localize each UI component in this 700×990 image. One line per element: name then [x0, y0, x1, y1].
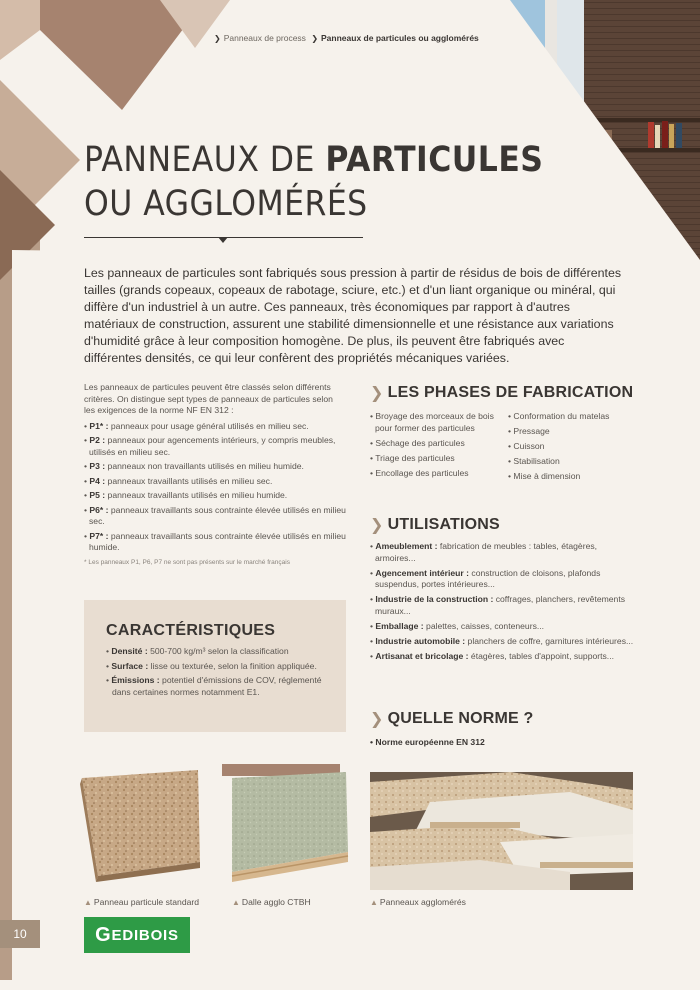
norme-text: Norme européenne EN 312 — [375, 737, 485, 747]
phase-item: • Conformation du matelas — [508, 411, 610, 421]
triangle-icon: ▲ — [232, 898, 240, 907]
breadcrumb-parent[interactable]: Panneaux de process — [223, 33, 306, 43]
utilisation-item-text: construction de cloisons, plafonds suspendus, portes intérieures... — [375, 567, 601, 589]
utilisation-item-label: Industrie de la construction : — [375, 594, 494, 604]
photo-panneaux-agglomeres — [370, 772, 633, 890]
class-item-label: P6* : — [89, 504, 109, 515]
phase-item-text: Cuisson — [513, 441, 545, 451]
class-item-text: panneaux travaillants sous contrainte élevée utilisés en milieu sec. — [89, 504, 346, 526]
phase-item: • Encollage des particules — [370, 467, 469, 478]
phase-item: • Pressage — [508, 426, 550, 436]
phase-item-text: Broyage des morceaux de bois pour former des particules — [375, 411, 494, 433]
breadcrumb-current: Panneaux de particules ou agglomérés — [321, 33, 479, 43]
utilisations-list — [370, 541, 635, 666]
norme-value: • Norme européenne EN 312 — [370, 737, 485, 747]
utilisation-item: • Industrie de la construction : coffrages, planchers, revêtements muraux... — [370, 594, 626, 616]
class-item-label: P3 : — [89, 461, 106, 471]
classification-lead: Les panneaux de particules peuvent être classés selon différents critères. On distingue sept types de panneaux de particules selon les exigences de la norme NF EN 312 : — [84, 382, 333, 415]
chevron-right-icon: ❯ — [311, 34, 319, 43]
class-item-text: panneaux travaillants utilisés en milieu sec. — [105, 475, 273, 486]
class-item-label: P1* : — [89, 420, 109, 431]
utilisation-item: • Agencement intérieur : construction de cloisons, plafonds suspendus, portes intérieures... — [370, 567, 601, 589]
characteristic-item-label: Surface : — [111, 660, 149, 671]
utilisations-heading — [370, 515, 500, 535]
phase-item: • Mise à dimension — [508, 471, 581, 481]
class-item-label: P4 : — [89, 475, 106, 486]
class-item-text: panneaux non travaillants utilisés en milieu humide. — [105, 461, 304, 471]
class-item: • P4 : panneaux travaillants utilisés en milieu sec. — [84, 475, 273, 486]
class-item: • P3 : panneaux non travaillants utilisés en milieu humide. — [84, 461, 304, 471]
phase-item-text: Triage des particules — [375, 452, 455, 463]
class-item-label: P7* : — [89, 530, 109, 541]
phase-item-text: Pressage — [513, 426, 550, 436]
utilisation-item-text: coffrages, planchers, revêtements muraux... — [375, 594, 626, 616]
class-item: • P1* : panneaux pour usage général utilisés en milieu sec. — [84, 420, 309, 431]
divider-arrow-icon — [218, 237, 228, 243]
phase-item-text: Mise à dimension — [513, 471, 581, 481]
phase-item-text: Séchage des particules — [375, 437, 465, 448]
caption-1-text: Panneau particule standard — [93, 897, 200, 907]
triangle-icon: ▲ — [84, 898, 92, 907]
class-item: • P6* : panneaux travaillants sous contrainte élevée utilisés en milieu sec. — [84, 504, 346, 526]
chevron-right-icon: ❯ — [370, 711, 384, 728]
photo-panneau-standard — [74, 764, 204, 889]
chevron-right-icon: ❯ — [214, 34, 221, 43]
phase-item: • Triage des particules — [370, 452, 455, 463]
photo-caption-1 — [84, 897, 199, 907]
characteristic-item-text: lisse ou texturée, selon la finition appliquée. — [148, 660, 317, 671]
class-item-text: panneaux pour usage général utilisés en milieu sec. — [108, 420, 309, 431]
utilisation-item: • Artisanat et bricolage : étagères, tables d'appoint, supports... — [370, 650, 614, 661]
intro-paragraph: Les panneaux de particules sont fabriqués sous pression à partir de résidus de bois de différentes tailles (grands copeaux, copeaux de rabotage, sciure, etc.) et d'un liant organique ou minéral, qui diffère d'un industriel à un autre. Ces panneaux, très économiques par rapport à d'autres matériaux de construction, assurent une stabilité dimensionnelle et une résistance aux variations d'humidité grâce à leur composition homogène. De plus, ils peuvent être fabriqués avec différentes densités, ce qui leur confèrent des propriétés mécaniques variées. — [84, 266, 622, 365]
phase-item: • Séchage des particules — [370, 437, 465, 448]
utilisation-item-text: palettes, caisses, conteneurs... — [423, 620, 545, 631]
phases-column-2 — [508, 411, 609, 486]
norme-title: QUELLE NORME ? — [387, 710, 534, 727]
photo-caption-2 — [232, 897, 311, 907]
utilisation-item-label: Emballage : — [375, 620, 424, 631]
utilisation-item-label: Agencement intérieur : — [375, 567, 470, 578]
utilisation-item-label: Ameublement : — [375, 541, 438, 551]
utilisation-item-text: fabrication de meubles : tables, étagères, armoires... — [375, 541, 598, 563]
utilisation-item-text: étagères, tables d'appoint, supports... — [468, 650, 614, 661]
page-number: 10 — [0, 920, 40, 948]
utilisation-item: • Ameublement : fabrication de meubles : tables, étagères, armoires... — [370, 541, 598, 563]
phase-item: • Stabilisation — [508, 456, 560, 466]
utilisation-item: • Industrie automobile : planchers de coffre, garnitures intérieures... — [370, 635, 634, 646]
utilisations-title: UTILISATIONS — [387, 516, 500, 533]
utilisation-item: • Emballage : palettes, caisses, conteneurs... — [370, 620, 545, 631]
photo-dalle-agglo — [222, 764, 352, 889]
breadcrumb — [214, 33, 479, 43]
class-item-text: panneaux travaillants utilisés en milieu humide. — [105, 490, 288, 500]
phases-title: LES PHASES DE FABRICATION — [387, 384, 634, 401]
phases-list — [370, 411, 640, 486]
characteristics-title: CARACTÉRISTIQUES — [106, 622, 276, 639]
phase-item-text: Encollage des particules — [375, 467, 469, 478]
utilisation-item-text: planchers de coffre, garnitures intérieures... — [465, 635, 634, 646]
characteristic-item-label: Densité : — [111, 646, 148, 656]
phase-item-text: Stabilisation — [513, 456, 560, 466]
class-item-label: P2 : — [89, 435, 106, 445]
class-item-label: P5 : — [89, 490, 106, 500]
triangle-icon: ▲ — [370, 898, 378, 907]
caption-3-text: Panneaux agglomérés — [379, 897, 466, 907]
norme-heading — [370, 709, 534, 729]
characteristic-item: • Surface : lisse ou texturée, selon la finition appliquée. — [106, 660, 317, 671]
characteristics-list — [106, 646, 324, 698]
classification-list — [84, 421, 346, 554]
class-item: • P5 : panneaux travaillants utilisés en milieu humide. — [84, 490, 288, 500]
title-line2: OU AGGLOMÉRÉS — [84, 184, 368, 224]
chevron-right-icon: ❯ — [370, 385, 384, 402]
class-item-text: panneaux travaillants sous contrainte élevée utilisés en milieu humide. — [89, 530, 346, 552]
class-item: • P7* : panneaux travaillants sous contrainte élevée utilisés en milieu humide. — [84, 530, 346, 552]
classification-footnote: * Les panneaux P1, P6, P7 ne sont pas présents sur le marché français — [84, 558, 290, 566]
utilisation-item-label: Artisanat et bricolage : — [375, 650, 469, 661]
utilisation-item-label: Industrie automobile : — [375, 635, 466, 646]
logo-rest: EDIBOIS — [111, 926, 179, 944]
caption-2-text: Dalle agglo CTBH — [241, 897, 311, 907]
characteristic-item-label: Émissions : — [111, 675, 160, 685]
characteristic-item-text: potentiel d'émissions de COV, réglementé dans certaines normes notamment E1. — [112, 675, 322, 697]
phases-column-1 — [370, 411, 508, 486]
phase-item-text: Conformation du matelas — [513, 411, 610, 421]
chevron-right-icon: ❯ — [370, 517, 384, 534]
logo-initial: G — [95, 923, 112, 946]
gedibois-logo[interactable] — [84, 917, 190, 953]
characteristic-item-text: 500-700 kg/m³ selon la classification — [147, 646, 289, 656]
phase-item: • Cuisson — [508, 441, 545, 451]
phases-heading — [370, 383, 633, 403]
classification-section — [84, 382, 346, 568]
page-title — [84, 138, 543, 226]
photo-caption-3 — [370, 897, 466, 907]
title-line1-bold: PARTICULES — [325, 140, 544, 180]
characteristics-box — [84, 600, 346, 732]
characteristic-item: • Densité : 500-700 kg/m³ selon la classification — [106, 646, 289, 656]
title-line1-light: PANNEAUX DE — [84, 140, 326, 180]
phase-item: • Broyage des morceaux de bois pour former des particules — [370, 411, 494, 433]
class-item: • P2 : panneaux pour agencements intérieurs, y compris meubles, utilisés en milieu sec. — [84, 435, 336, 457]
class-item-text: panneaux pour agencements intérieurs, y compris meubles, utilisés en milieu sec. — [89, 435, 336, 457]
characteristic-item: • Émissions : potentiel d'émissions de COV, réglementé dans certaines normes notamment E1. — [106, 675, 322, 697]
